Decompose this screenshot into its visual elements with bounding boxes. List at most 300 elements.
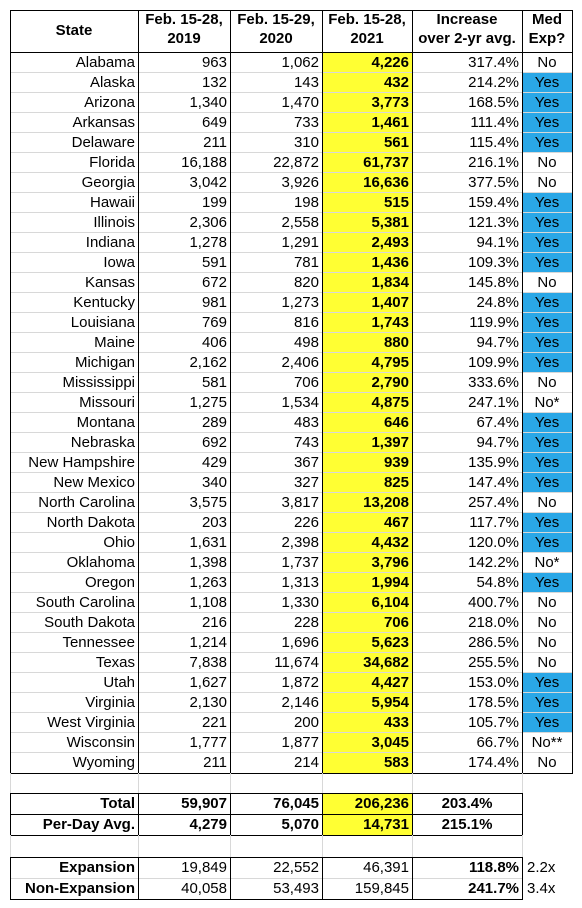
med-exp-status: No <box>537 494 557 511</box>
med-exp-status: Yes <box>522 213 572 233</box>
grid-hline <box>10 232 573 233</box>
value-2019: 581 <box>201 374 227 391</box>
value-2019: 591 <box>201 254 227 271</box>
state-name: Alabama <box>75 54 135 71</box>
grid-vline <box>10 857 11 899</box>
value-2020: 2,406 <box>281 354 319 371</box>
value-2019: 1,777 <box>189 734 227 751</box>
med-exp-status: No <box>537 754 557 771</box>
value-2019: 1,263 <box>189 574 227 591</box>
value-2020: 483 <box>293 414 319 431</box>
value-2021: 515 <box>322 193 412 213</box>
value-2020: 200 <box>293 714 319 731</box>
header-increase <box>412 10 522 52</box>
grid-vline <box>138 857 139 899</box>
state-name: Michigan <box>74 354 135 371</box>
med-exp-status: No <box>537 594 557 611</box>
value-2021: 3,773 <box>322 93 412 113</box>
value-2020: 310 <box>293 134 319 151</box>
increase-pct: 120.0% <box>468 534 519 551</box>
value-2021: 5,623 <box>322 633 412 653</box>
total-2021: 206,236 <box>322 794 412 814</box>
header-2021-line2: 2021 <box>350 30 384 47</box>
value-2021: 1,994 <box>322 573 412 593</box>
value-2020: 733 <box>293 114 319 131</box>
value-2021: 583 <box>322 753 412 773</box>
value-2021: 5,381 <box>322 213 412 233</box>
grid-vline <box>412 793 413 835</box>
value-2019: 289 <box>201 414 227 431</box>
med-exp-status: No <box>537 54 557 71</box>
state-name: New Mexico <box>53 474 135 491</box>
increase-pct: 94.1% <box>476 234 519 251</box>
grid-vline <box>412 835 413 857</box>
med-exp-status: No <box>537 654 557 671</box>
grid-vline <box>230 773 231 793</box>
nonexpansion-2019: 40,058 <box>181 880 227 897</box>
total-label: Total <box>100 795 135 812</box>
expansion-2021: 46,391 <box>363 859 409 876</box>
total-2019: 59,907 <box>181 795 227 812</box>
grid-hline <box>10 692 573 693</box>
grid-vline <box>322 10 323 773</box>
state-name: New Hampshire <box>28 454 135 471</box>
med-exp-status: Yes <box>522 333 572 353</box>
med-exp-status: No* <box>534 554 560 571</box>
grid-vline <box>412 857 413 899</box>
value-2020: 1,313 <box>281 574 319 591</box>
med-exp-status: Yes <box>522 573 572 593</box>
value-2020: 367 <box>293 454 319 471</box>
value-2021: 2,790 <box>322 373 412 393</box>
value-2019: 216 <box>201 614 227 631</box>
value-2019: 16,188 <box>181 154 227 171</box>
grid-vline <box>230 857 231 899</box>
value-2021: 3,045 <box>322 733 412 753</box>
grid-vline <box>138 835 139 857</box>
value-2019: 1,631 <box>189 534 227 551</box>
value-2021: 3,796 <box>322 553 412 573</box>
value-2020: 1,291 <box>281 234 319 251</box>
value-2021: 433 <box>322 713 412 733</box>
value-2021: 561 <box>322 133 412 153</box>
grid-hline <box>10 793 523 794</box>
value-2021: 4,432 <box>322 533 412 553</box>
increase-pct: 153.0% <box>468 674 519 691</box>
state-name: Georgia <box>81 174 135 191</box>
state-name: Florida <box>89 154 135 171</box>
increase-pct: 142.2% <box>468 554 519 571</box>
grid-vline <box>412 773 413 793</box>
header-2019 <box>138 10 230 52</box>
grid-hline <box>10 672 573 673</box>
state-name: Hawaii <box>89 194 135 211</box>
value-2020: 1,696 <box>281 634 319 651</box>
med-exp-status: Yes <box>522 293 572 313</box>
state-name: Virginia <box>85 694 135 711</box>
state-name: Ohio <box>103 534 135 551</box>
grid-vline <box>230 793 231 835</box>
value-2019: 2,306 <box>189 214 227 231</box>
increase-pct: 111.4% <box>470 114 519 131</box>
value-2021: 1,743 <box>322 313 412 333</box>
state-name: Oregon <box>84 574 135 591</box>
grid-hline <box>10 52 573 53</box>
nonexpansion-increase: 241.7% <box>468 880 519 897</box>
grid-hline <box>10 172 573 173</box>
med-exp-status: No <box>537 174 557 191</box>
grid-hline <box>10 312 573 313</box>
med-exp-status: Yes <box>522 313 572 333</box>
perday-2019: 4,279 <box>189 816 227 833</box>
increase-pct: 109.3% <box>468 254 519 271</box>
state-name: Texas <box>95 654 135 671</box>
increase-pct: 115.4% <box>469 134 519 151</box>
value-2020: 226 <box>293 514 319 531</box>
grid-hline <box>10 814 523 815</box>
value-2021: 13,208 <box>322 493 412 513</box>
grid-vline <box>138 10 139 773</box>
value-2019: 340 <box>201 474 227 491</box>
grid-hline <box>10 652 573 653</box>
header-2019-line1: Feb. 15-28, <box>145 11 223 28</box>
med-exp-status: Yes <box>522 233 572 253</box>
value-2020: 22,872 <box>273 154 319 171</box>
grid-vline <box>138 773 139 793</box>
total-2020: 76,045 <box>273 795 319 812</box>
state-name: Wisconsin <box>66 734 135 751</box>
med-exp-status: Yes <box>522 693 572 713</box>
increase-pct: 286.5% <box>468 634 519 651</box>
value-2021: 4,226 <box>322 53 412 73</box>
value-2020: 11,674 <box>274 654 319 671</box>
med-exp-status: No <box>537 614 557 631</box>
header-increase-line1: Increase <box>436 11 498 28</box>
grid-vline <box>322 835 323 857</box>
grid-vline <box>522 773 523 793</box>
perday-2020: 5,070 <box>281 816 319 833</box>
value-2019: 199 <box>201 194 227 211</box>
value-2021: 432 <box>322 73 412 93</box>
value-2021: 2,493 <box>322 233 412 253</box>
value-2020: 820 <box>293 274 319 291</box>
grid-vline <box>522 10 523 773</box>
increase-pct: 109.9% <box>468 354 519 371</box>
grid-hline <box>10 292 573 293</box>
state-name: Kentucky <box>73 294 135 311</box>
state-name: South Carolina <box>35 594 135 611</box>
value-2019: 963 <box>201 54 227 71</box>
increase-pct: 105.7% <box>468 714 519 731</box>
value-2020: 1,737 <box>281 554 319 571</box>
header-2021-line1: Feb. 15-28, <box>328 11 406 28</box>
grid-hline <box>10 512 573 513</box>
expansion-label: Expansion <box>59 859 135 876</box>
med-exp-status: Yes <box>522 73 572 93</box>
grid-vline <box>230 10 231 773</box>
header-2019-line2: 2019 <box>167 30 201 47</box>
grid-hline <box>10 752 573 753</box>
header-2020 <box>230 10 322 52</box>
value-2020: 706 <box>293 374 319 391</box>
grid-hline <box>10 432 573 433</box>
med-exp-status: Yes <box>522 433 572 453</box>
value-2019: 2,162 <box>189 354 227 371</box>
value-2019: 672 <box>201 274 227 291</box>
value-2019: 1,214 <box>189 634 227 651</box>
value-2020: 1,534 <box>281 394 319 411</box>
grid-hline <box>10 112 573 113</box>
med-exp-status: Yes <box>522 353 572 373</box>
state-name: Delaware <box>71 134 135 151</box>
increase-pct: 94.7% <box>476 334 519 351</box>
increase-pct: 66.7% <box>476 734 519 751</box>
value-2020: 816 <box>293 314 319 331</box>
header-state: State <box>55 22 93 39</box>
value-2021: 825 <box>322 473 412 493</box>
increase-pct: 218.0% <box>468 614 519 631</box>
value-2021: 61,737 <box>322 153 412 173</box>
header-med-exp <box>522 10 572 52</box>
expansion-2019: 19,849 <box>181 859 227 876</box>
state-name: West Virginia <box>47 714 135 731</box>
med-exp-status: Yes <box>522 93 572 113</box>
value-2021: 34,682 <box>322 653 412 673</box>
increase-pct: 400.7% <box>468 594 519 611</box>
increase-pct: 247.1% <box>468 394 519 411</box>
med-exp-status: Yes <box>522 193 572 213</box>
value-2019: 7,838 <box>189 654 227 671</box>
state-name: Missouri <box>79 394 135 411</box>
med-exp-status: No** <box>531 734 563 751</box>
value-2021: 467 <box>322 513 412 533</box>
value-2021: 4,427 <box>322 673 412 693</box>
value-2020: 743 <box>293 434 319 451</box>
med-exp-status: Yes <box>522 413 572 433</box>
grid-hline <box>10 332 573 333</box>
grid-hline <box>10 152 573 153</box>
value-2021: 16,636 <box>322 173 412 193</box>
grid-hline <box>10 412 573 413</box>
expansion-2020: 22,552 <box>273 859 319 876</box>
value-2020: 1,470 <box>281 94 319 111</box>
state-name: Utah <box>103 674 135 691</box>
state-name: Indiana <box>85 234 135 251</box>
perday-label: Per-Day Avg. <box>42 816 135 833</box>
header-2020-line1: Feb. 15-29, <box>237 11 315 28</box>
value-2020: 1,330 <box>281 594 319 611</box>
state-name: Nebraska <box>70 434 135 451</box>
value-2019: 132 <box>201 74 227 91</box>
grid-hline <box>10 272 573 273</box>
grid-hline <box>10 212 573 213</box>
value-2020: 3,817 <box>281 494 319 511</box>
grid-hline <box>10 492 573 493</box>
value-2021: 880 <box>322 333 412 353</box>
state-name: Maine <box>94 334 135 351</box>
value-2020: 143 <box>293 74 319 91</box>
med-exp-status: No <box>537 154 557 171</box>
header-2021 <box>322 10 412 52</box>
value-2019: 429 <box>201 454 227 471</box>
increase-pct: 317.4% <box>468 54 519 71</box>
value-2021: 1,407 <box>322 293 412 313</box>
state-name: Arizona <box>84 94 135 111</box>
value-2021: 6,104 <box>322 593 412 613</box>
value-2019: 769 <box>201 314 227 331</box>
med-exp-status: No <box>537 634 557 651</box>
state-name: Kansas <box>84 274 135 291</box>
grid-hline <box>10 392 573 393</box>
grid-vline <box>412 10 413 773</box>
med-exp-status: Yes <box>522 133 572 153</box>
grid-vline <box>572 10 573 773</box>
state-name: Alaska <box>89 74 135 91</box>
value-2021: 646 <box>322 413 412 433</box>
grid-hline <box>10 835 523 836</box>
grid-hline <box>10 452 573 453</box>
grid-vline <box>322 793 323 835</box>
value-2020: 2,558 <box>281 214 319 231</box>
increase-pct: 135.9% <box>468 454 519 471</box>
value-2019: 3,575 <box>189 494 227 511</box>
grid-hline <box>10 10 573 11</box>
state-name: North Carolina <box>38 494 135 511</box>
state-name: Illinois <box>93 214 135 231</box>
state-name: Oklahoma <box>66 554 135 571</box>
grid-vline <box>522 793 523 835</box>
increase-pct: 255.5% <box>468 654 519 671</box>
value-2020: 3,926 <box>281 174 319 191</box>
med-exp-status: Yes <box>522 533 572 553</box>
value-2020: 498 <box>293 334 319 351</box>
value-2021: 1,834 <box>322 273 412 293</box>
nonexpansion-label: Non-Expansion <box>24 880 135 897</box>
value-2021: 706 <box>322 613 412 633</box>
value-2020: 214 <box>293 754 319 771</box>
grid-hline <box>10 878 523 879</box>
header-med-line2: Exp? <box>528 30 566 47</box>
increase-pct: 147.4% <box>468 474 519 491</box>
increase-pct: 24.8% <box>476 294 519 311</box>
med-exp-status: Yes <box>522 713 572 733</box>
grid-hline <box>10 532 573 533</box>
grid-hline <box>10 592 573 593</box>
increase-pct: 117.7% <box>469 514 519 531</box>
state-name: Mississippi <box>62 374 135 391</box>
grid-hline <box>10 899 523 900</box>
increase-pct: 121.3% <box>468 214 519 231</box>
expansion-multiplier: 2.2x <box>527 859 556 876</box>
value-2019: 211 <box>203 754 227 771</box>
value-2020: 781 <box>293 254 319 271</box>
header-med-line1: Med <box>532 11 562 28</box>
grid-vline <box>230 835 231 857</box>
value-2020: 1,877 <box>281 734 319 751</box>
value-2019: 211 <box>203 134 227 151</box>
value-2020: 327 <box>293 474 319 491</box>
value-2019: 1,108 <box>189 594 227 611</box>
header-increase-line2: over 2-yr avg. <box>418 30 516 47</box>
value-2021: 1,461 <box>322 113 412 133</box>
grid-vline <box>10 835 11 857</box>
value-2020: 1,872 <box>281 674 319 691</box>
grid-hline <box>10 572 573 573</box>
increase-pct: 119.9% <box>469 314 519 331</box>
value-2019: 1,340 <box>189 94 227 111</box>
increase-pct: 333.6% <box>468 374 519 391</box>
value-2020: 1,273 <box>281 294 319 311</box>
value-2019: 649 <box>201 114 227 131</box>
expansion-increase: 118.8% <box>468 859 519 876</box>
state-name: Wyoming <box>72 754 135 771</box>
state-name: Montana <box>76 414 135 431</box>
value-2019: 1,275 <box>189 394 227 411</box>
state-name: Arkansas <box>72 114 135 131</box>
value-2021: 1,397 <box>322 433 412 453</box>
value-2019: 203 <box>201 514 227 531</box>
value-2019: 406 <box>201 334 227 351</box>
med-exp-status: Yes <box>522 473 572 493</box>
grid-vline <box>10 10 11 773</box>
value-2020: 1,062 <box>281 54 319 71</box>
grid-hline <box>10 72 573 73</box>
grid-hline <box>10 712 573 713</box>
med-exp-status: No <box>537 374 557 391</box>
grid-hline <box>10 352 573 353</box>
increase-pct: 214.2% <box>468 74 519 91</box>
med-exp-status: Yes <box>522 453 572 473</box>
grid-vline <box>10 793 11 835</box>
value-2021: 4,795 <box>322 353 412 373</box>
increase-pct: 178.5% <box>468 694 519 711</box>
nonexpansion-multiplier: 3.4x <box>527 880 556 897</box>
value-2020: 228 <box>293 614 319 631</box>
grid-hline <box>10 192 573 193</box>
med-exp-status: No* <box>534 394 560 411</box>
med-exp-status: No <box>537 274 557 291</box>
grid-hline <box>10 252 573 253</box>
grid-vline <box>322 857 323 899</box>
value-2020: 198 <box>293 194 319 211</box>
med-exp-status: Yes <box>522 253 572 273</box>
increase-pct: 94.7% <box>476 434 519 451</box>
value-2019: 1,398 <box>189 554 227 571</box>
value-2021: 5,954 <box>322 693 412 713</box>
increase-pct: 257.4% <box>468 494 519 511</box>
increase-pct: 377.5% <box>468 174 519 191</box>
increase-pct: 54.8% <box>476 574 519 591</box>
med-exp-status: Yes <box>522 113 572 133</box>
value-2019: 2,130 <box>189 694 227 711</box>
grid-vline <box>522 857 523 899</box>
state-name: North Dakota <box>46 514 135 531</box>
value-2019: 981 <box>201 294 227 311</box>
value-2020: 2,398 <box>281 534 319 551</box>
grid-vline <box>522 835 523 857</box>
grid-hline <box>10 552 573 553</box>
grid-hline <box>10 773 573 774</box>
perday-increase: 215.1% <box>441 816 493 833</box>
state-name: Iowa <box>103 254 135 271</box>
value-2020: 2,146 <box>281 694 319 711</box>
perday-2021: 14,731 <box>322 815 412 835</box>
increase-pct: 145.8% <box>468 274 519 291</box>
state-name: South Dakota <box>44 614 135 631</box>
value-2021: 939 <box>322 453 412 473</box>
grid-hline <box>10 857 523 858</box>
total-increase: 203.4% <box>441 795 493 812</box>
